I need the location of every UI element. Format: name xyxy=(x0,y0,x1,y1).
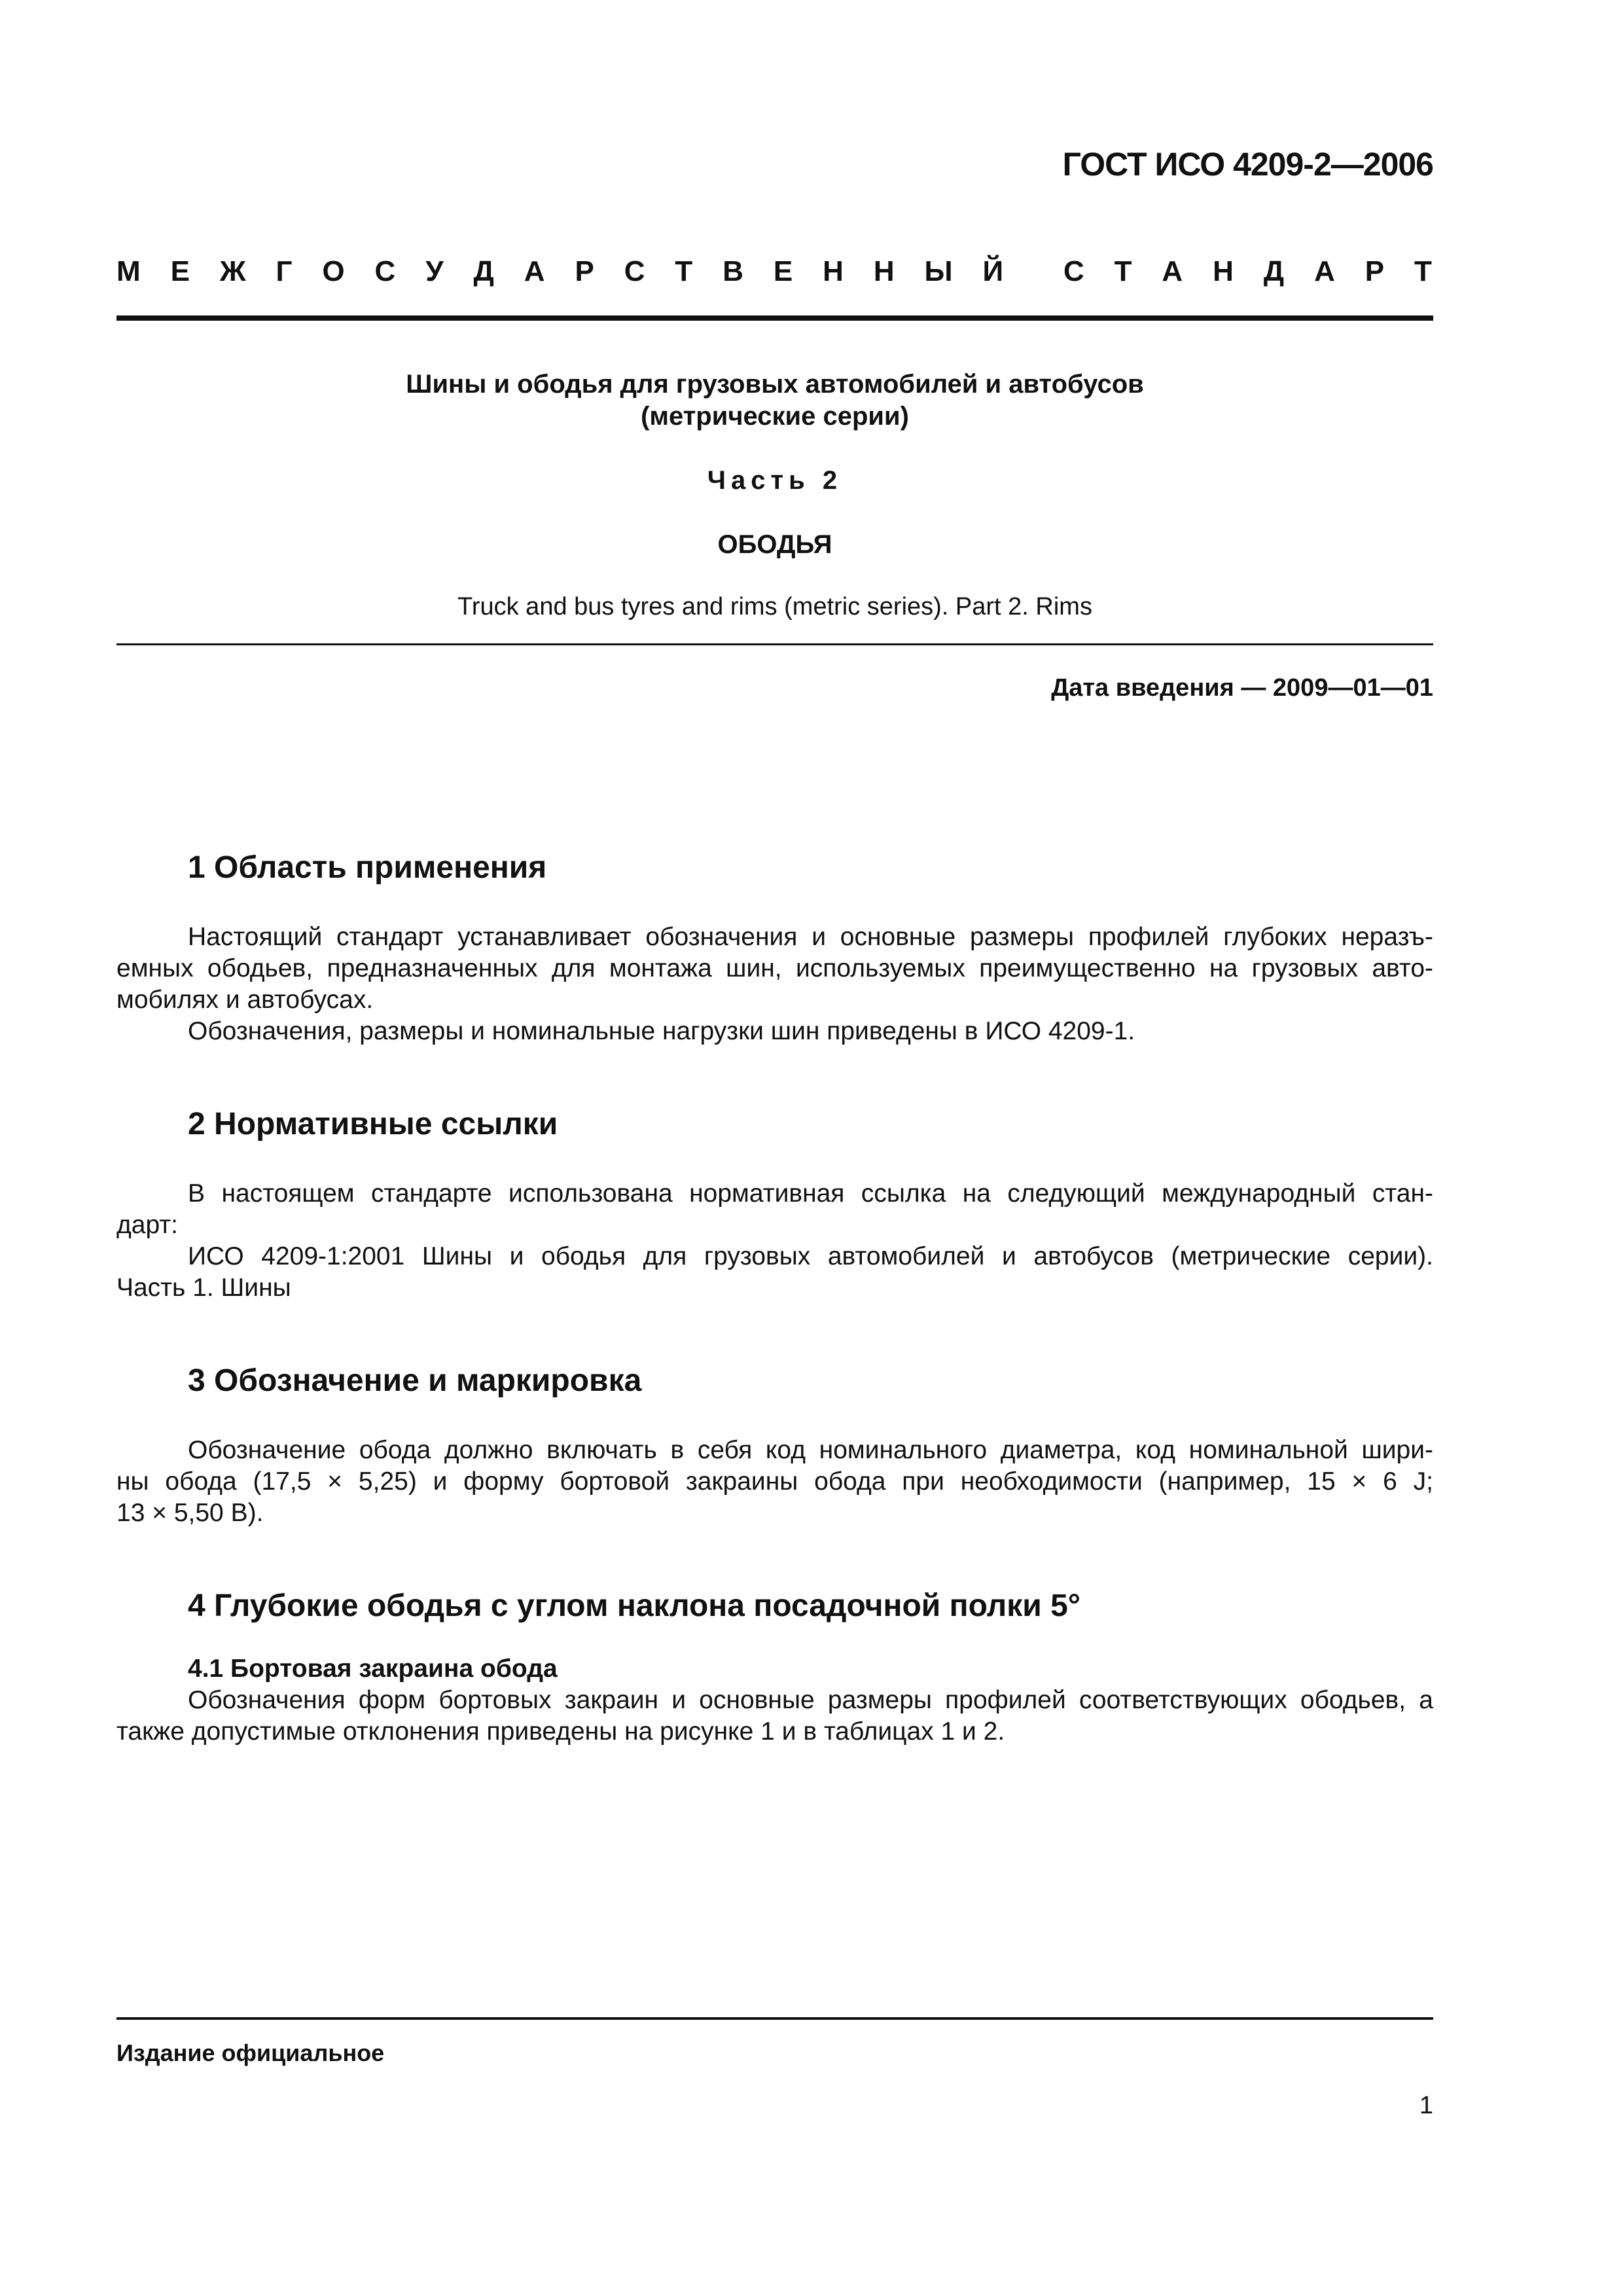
section-4-heading: 4 Глубокие ободья с углом наклона посадочной полки 5° xyxy=(188,1588,1080,1623)
part-label: Часть 2 xyxy=(707,466,843,495)
title-divider xyxy=(116,643,1433,645)
standard-type-letter: Е xyxy=(773,255,793,287)
standard-type-letter: Т xyxy=(675,255,693,287)
standard-type-letter: А xyxy=(524,255,545,287)
section-2-line: дарт: xyxy=(116,1211,178,1239)
standard-type-letter: М xyxy=(116,255,141,287)
section-2-heading: 2 Нормативные ссылки xyxy=(188,1107,558,1141)
official-edition-note: Издание официальное xyxy=(116,2039,385,2066)
title-line-2: (метрические серии) xyxy=(641,402,909,431)
section-1-line: мобилях и автобусах. xyxy=(116,986,374,1014)
standard-type-letter: Н xyxy=(1213,255,1234,287)
standard-type-letter: Ы xyxy=(924,255,953,287)
introduction-date: Дата введения — 2009—01—01 xyxy=(1051,674,1433,702)
standard-type-letter: Ж xyxy=(219,255,246,287)
standard-type-letter: С xyxy=(624,255,645,287)
standard-type-letter: Г xyxy=(276,255,293,287)
section-1-paragraph-2: Обозначения, размеры и номинальные нагрузки шин приведены в ИСО 4209-1. xyxy=(188,1017,1135,1045)
section-2-reference: ИСО 4209-1:2001 Шины и ободья для грузовых автомобилей и автобусов (метрические серии). xyxy=(188,1242,1433,1270)
standard-type-heading xyxy=(116,255,1432,288)
standard-type-letter: Й xyxy=(982,255,1004,287)
english-title: Truck and bus tyres and rims (metric series). Part 2. Rims xyxy=(457,593,1092,620)
standard-type-letter: Н xyxy=(823,255,844,287)
top-divider xyxy=(116,315,1433,321)
standard-type-letter: Т xyxy=(1114,255,1132,287)
subsection-4-1-heading: 4.1 Бортовая закраина обода xyxy=(188,1655,558,1683)
section-3-line: Обозначение обода должно включать в себя код номинального диаметра, код номинальной шири- xyxy=(188,1436,1433,1464)
standard-type-letter: Р xyxy=(575,255,594,287)
section-2-reference: Часть 1. Шины xyxy=(116,1274,291,1302)
standard-type-letter: В xyxy=(722,255,743,287)
section-2-line: В настоящем стандарте использована нормативная ссылка на следующий международный стан- xyxy=(188,1179,1433,1208)
title-line-1: Шины и ободья для грузовых автомобилей и автобусов xyxy=(406,370,1144,399)
section-1-line: Настоящий стандарт устанавливает обозначения и основные размеры профилей глубоких неразъ- xyxy=(188,923,1433,951)
standard-type-letter: Е xyxy=(170,255,190,287)
section-3-line: ны обода (17,5 × 5,25) и форму бортовой закраины обода при необходимости (например, 15 × 6 J; xyxy=(116,1467,1433,1496)
standard-type-letter: С xyxy=(374,255,396,287)
standard-type-letter: А xyxy=(1314,255,1335,287)
standard-type-letter: Р xyxy=(1364,255,1385,287)
section-4-line: также допустимые отклонения приведены на рисунке 1 и в таблицах 1 и 2. xyxy=(116,1717,1005,1746)
standard-type-letter: Т xyxy=(1414,255,1432,287)
standard-type-letter: О xyxy=(322,255,345,287)
section-3-heading: 3 Обозначение и маркировка xyxy=(188,1363,642,1398)
footer-divider xyxy=(116,2017,1433,2020)
page-number: 1 xyxy=(1419,2092,1433,2119)
standard-type-letter: У xyxy=(425,255,444,287)
standard-type-letter: Д xyxy=(1263,255,1285,287)
standard-type-letter: А xyxy=(1162,255,1183,287)
section-1-line: емных ободьев, предназначенных для монтажа шин, используемых преимущественно на грузовых авто- xyxy=(116,954,1433,982)
standard-type-letter: Д xyxy=(473,255,494,287)
standard-type-letter: Н xyxy=(873,255,895,287)
section-1-heading: 1 Область применения xyxy=(188,850,547,885)
standard-type-letter: С xyxy=(1063,255,1084,287)
document-code: ГОСТ ИСО 4209-2—2006 xyxy=(1062,146,1433,183)
section-4-line: Обозначения форм бортовых закраин и основные размеры профилей соответствующих ободьев, а xyxy=(188,1686,1433,1714)
part-title: ОБОДЬЯ xyxy=(717,530,832,559)
section-3-line: 13 × 5,50 B). xyxy=(116,1499,264,1527)
